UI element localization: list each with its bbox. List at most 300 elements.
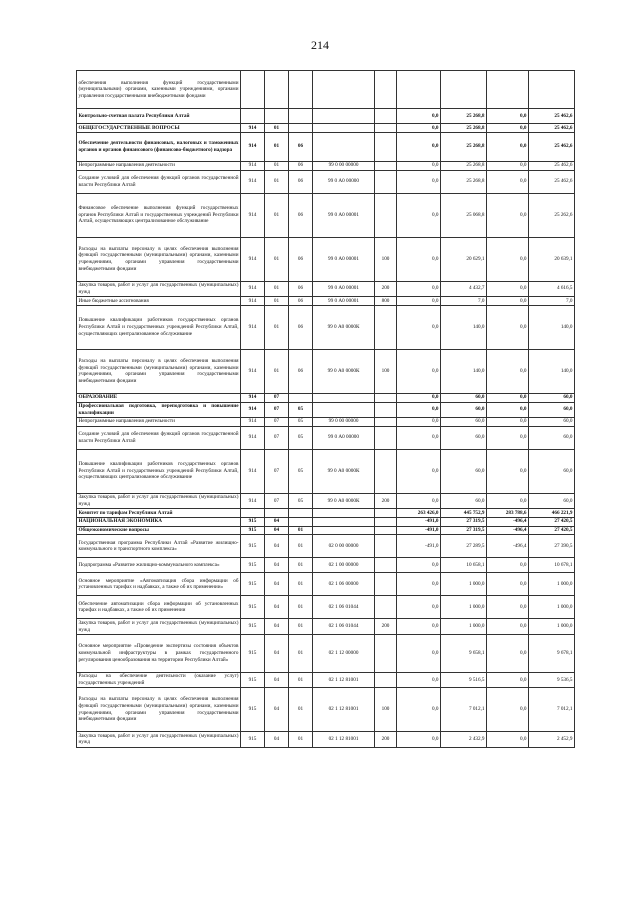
row-value-2: 1 000,0: [441, 596, 487, 619]
row-gr: [241, 71, 265, 109]
row-vr: 200: [375, 619, 397, 634]
row-gr: 915: [241, 619, 265, 634]
row-name: Закупка товаров, работ и услуг для государственных (муниципальных) нужд: [78, 494, 239, 507]
row-value-3: 0,0: [487, 193, 529, 237]
row-gr: 914: [241, 296, 265, 305]
row-value-3: 0,0: [487, 573, 529, 596]
row-value-4: 25 462,6: [529, 170, 575, 193]
row-csr: [313, 402, 375, 417]
row-rz: 01: [265, 305, 289, 349]
row-value-3: [487, 71, 529, 109]
row-vr: 800: [375, 296, 397, 305]
row-rz: 04: [265, 732, 289, 747]
row-rz: 01: [265, 161, 289, 170]
row-value-2: 4 432,7: [441, 281, 487, 296]
row-value-4: 25 462,6: [529, 132, 575, 161]
row-csr: [313, 124, 375, 133]
row-vr: [375, 558, 397, 573]
row-value-1: 0,0: [397, 170, 441, 193]
row-rz: 01: [265, 193, 289, 237]
row-value-2: 7 012,1: [441, 688, 487, 732]
row-name: Закупка товаров, работ и услуг для государственных (муниципальных) нужд: [78, 282, 239, 295]
row-csr: 02 1 06 00000: [313, 573, 375, 596]
row-vr: [375, 672, 397, 687]
row-pr: 05: [289, 426, 313, 449]
row-csr: 99 0 А0 00001: [313, 281, 375, 296]
row-value-3: 0,0: [487, 393, 529, 402]
row-gr: 914: [241, 417, 265, 426]
row-csr: 02 1 00 00000: [313, 558, 375, 573]
row-gr: [241, 509, 265, 518]
row-value-1: 0,0: [397, 732, 441, 747]
row-value-1: 0,0: [397, 161, 441, 170]
table-row: [77, 71, 575, 109]
row-rz: 04: [265, 634, 289, 672]
row-pr: 06: [289, 296, 313, 305]
row-value-3: 0,0: [487, 449, 529, 493]
row-value-4: 60,0: [529, 493, 575, 508]
row-value-2: 9 658,1: [441, 634, 487, 672]
table-row: [77, 672, 575, 687]
row-csr: [313, 393, 375, 402]
row-name: Контрольно-счетная палата Республики Алтай: [77, 109, 241, 124]
row-pr: 05: [289, 449, 313, 493]
row-csr: 99 0 А0 0000К: [313, 305, 375, 349]
page-number: 214: [311, 38, 329, 52]
row-value-4: 7 012,1: [529, 688, 575, 732]
row-value-4: 60,0: [529, 393, 575, 402]
row-value-1: 0,0: [397, 296, 441, 305]
row-vr: [375, 634, 397, 672]
row-value-3: 0,0: [487, 281, 529, 296]
table-row: [77, 305, 575, 349]
row-name: Комитет по тарифам Республики Алтай: [77, 509, 241, 518]
row-value-1: 0,0: [397, 426, 441, 449]
row-value-2: 60,0: [441, 449, 487, 493]
row-name: Иные бюджетные ассигнования: [77, 296, 241, 305]
row-csr: [313, 517, 375, 526]
row-csr: 99 0 А0 0000К: [313, 449, 375, 493]
row-rz: 04: [265, 619, 289, 634]
row-csr: 99 0 А0 00001: [313, 237, 375, 281]
row-value-3: 0,0: [487, 170, 529, 193]
row-vr: [375, 170, 397, 193]
row-gr: 915: [241, 688, 265, 732]
row-name: Непрограммные направления деятельности: [77, 161, 241, 170]
row-value-1: 0,0: [397, 672, 441, 687]
row-value-4: 60,0: [529, 449, 575, 493]
row-gr: 915: [241, 596, 265, 619]
row-value-1: 0,0: [397, 109, 441, 124]
row-value-4: 25 462,6: [529, 109, 575, 124]
row-vr: [375, 393, 397, 402]
row-value-3: 0,0: [487, 402, 529, 417]
row-pr: 01: [289, 526, 313, 535]
row-gr: 914: [241, 449, 265, 493]
row-vr: [375, 109, 397, 124]
row-value-1: 0,0: [397, 493, 441, 508]
row-value-3: 0,0: [487, 688, 529, 732]
table-row: [77, 124, 575, 133]
row-vr: [375, 449, 397, 493]
row-rz: 04: [265, 596, 289, 619]
row-value-2: 25 268,8: [441, 124, 487, 133]
row-value-3: 283 788,6: [487, 509, 529, 518]
table-row: [77, 402, 575, 417]
row-gr: 914: [241, 393, 265, 402]
row-value-3: 0,0: [487, 124, 529, 133]
row-value-2: 10 658,1: [441, 558, 487, 573]
row-value-3: 0,0: [487, 161, 529, 170]
row-name: ОБЩЕГОСУДАРСТВЕННЫЕ ВОПРОСЫ: [77, 124, 241, 133]
row-vr: [375, 161, 397, 170]
row-vr: 100: [375, 237, 397, 281]
row-gr: 914: [241, 132, 265, 161]
row-rz: [265, 109, 289, 124]
row-name: Подпрограмма «Развитие жилищно-коммунального комплекса»: [77, 558, 241, 573]
row-value-1: 0,0: [397, 349, 441, 393]
row-value-1: [397, 71, 441, 109]
table-row: [77, 193, 575, 237]
row-value-4: 7,0: [529, 296, 575, 305]
row-value-1: 0,0: [397, 393, 441, 402]
table-row: [77, 426, 575, 449]
row-value-3: 0,0: [487, 672, 529, 687]
row-value-3: 0,0: [487, 132, 529, 161]
row-value-2: 9 516,5: [441, 672, 487, 687]
row-pr: 01: [289, 732, 313, 747]
row-value-3: 0,0: [487, 732, 529, 747]
row-vr: [375, 124, 397, 133]
row-vr: 200: [375, 493, 397, 508]
row-value-3: 0,0: [487, 558, 529, 573]
row-csr: 99 0 А0 00000: [313, 426, 375, 449]
row-gr: 915: [241, 558, 265, 573]
row-name: Обеспечение деятельности финансовых, налоговых и таможенных органов и органов финансового (финансово-бюджетного) надзора: [77, 132, 241, 161]
row-value-3: 0,0: [487, 237, 529, 281]
row-value-2: 25 068,8: [441, 193, 487, 237]
table-row: [77, 558, 575, 573]
row-name: Финансовое обеспечение выполнения функций государственных органов Республики Алтай и государственных учреждений Республики Алтай, осуществляющих централизованное обслуживание: [77, 193, 241, 237]
row-csr: 99 0 А0 0000К: [313, 493, 375, 508]
row-value-3: 0,0: [487, 296, 529, 305]
table-row: [77, 349, 575, 393]
row-vr: 100: [375, 349, 397, 393]
row-csr: 99 0 А0 00001: [313, 193, 375, 237]
row-pr: 01: [289, 558, 313, 573]
row-pr: 05: [289, 493, 313, 508]
row-pr: 01: [289, 596, 313, 619]
row-csr: [313, 509, 375, 518]
row-rz: [265, 71, 289, 109]
row-value-4: 466 221,9: [529, 509, 575, 518]
row-value-2: 60,0: [441, 402, 487, 417]
row-value-3: 0,0: [487, 109, 529, 124]
row-csr: 02 1 12 81001: [313, 672, 375, 687]
row-vr: [375, 517, 397, 526]
row-name: НАЦИОНАЛЬНАЯ ЭКОНОМИКА: [77, 517, 241, 526]
row-value-4: [529, 71, 575, 109]
row-pr: [289, 509, 313, 518]
row-rz: 07: [265, 402, 289, 417]
row-value-4: 1 000,0: [529, 619, 575, 634]
row-vr: [375, 417, 397, 426]
row-name: Расходы на выплаты персоналу в целях обеспечения выполнения функций государственными (муниципальными) органами, казенными учреждениями, органами управления государственными внебюджетными фондами: [77, 688, 241, 732]
row-value-2: 140,0: [441, 349, 487, 393]
row-gr: 914: [241, 161, 265, 170]
row-csr: 99 0 А0 0000К: [313, 349, 375, 393]
row-value-2: 60,0: [441, 393, 487, 402]
row-value-2: 1 000,0: [441, 573, 487, 596]
row-vr: [375, 596, 397, 619]
row-value-4: 140,0: [529, 349, 575, 393]
row-value-2: 27 319,5: [441, 517, 487, 526]
row-value-3: 0,0: [487, 305, 529, 349]
row-value-4: 20 639,1: [529, 237, 575, 281]
row-gr: 915: [241, 526, 265, 535]
row-rz: 04: [265, 558, 289, 573]
row-name: Повышение квалификации работников государственных органов Республики Алтай и государственных учреждений Республики Алтай, осуществляющих централизованное обслуживание: [77, 305, 241, 349]
row-vr: [375, 426, 397, 449]
row-value-4: 9 536,5: [529, 672, 575, 687]
row-csr: 99 0 А0 00000: [313, 170, 375, 193]
row-value-3: -496,4: [487, 526, 529, 535]
row-value-4: 25 262,6: [529, 193, 575, 237]
row-value-2: 27 289,5: [441, 535, 487, 558]
row-pr: [289, 517, 313, 526]
row-pr: 05: [289, 417, 313, 426]
row-vr: [375, 509, 397, 518]
row-value-1: 0,0: [397, 558, 441, 573]
row-csr: [313, 132, 375, 161]
row-pr: 06: [289, 305, 313, 349]
row-value-4: 27 420,5: [529, 517, 575, 526]
row-pr: [289, 109, 313, 124]
row-pr: 01: [289, 535, 313, 558]
row-csr: [313, 109, 375, 124]
row-value-2: 60,0: [441, 426, 487, 449]
row-value-1: 0,0: [397, 305, 441, 349]
row-pr: 06: [289, 237, 313, 281]
row-csr: 99 0 А0 00001: [313, 296, 375, 305]
row-value-1: 0,0: [397, 417, 441, 426]
row-gr: 915: [241, 535, 265, 558]
row-value-3: 0,0: [487, 634, 529, 672]
row-csr: 99 0 00 00000: [313, 417, 375, 426]
row-gr: 915: [241, 732, 265, 747]
row-rz: 04: [265, 526, 289, 535]
row-name: Непрограммные направления деятельности: [77, 417, 241, 426]
row-gr: 914: [241, 349, 265, 393]
row-pr: [289, 393, 313, 402]
row-gr: 914: [241, 402, 265, 417]
row-pr: 01: [289, 688, 313, 732]
row-rz: 04: [265, 573, 289, 596]
row-csr: [313, 71, 375, 109]
row-value-4: 1 000,0: [529, 596, 575, 619]
row-rz: 07: [265, 393, 289, 402]
table-row: [77, 296, 575, 305]
row-rz: 04: [265, 517, 289, 526]
row-value-2: 27 319,5: [441, 526, 487, 535]
row-gr: 914: [241, 124, 265, 133]
row-gr: 914: [241, 170, 265, 193]
row-value-1: 0,0: [397, 132, 441, 161]
row-pr: 06: [289, 281, 313, 296]
row-pr: 01: [289, 619, 313, 634]
row-value-2: 25 268,8: [441, 170, 487, 193]
row-value-4: 60,0: [529, 417, 575, 426]
row-name: Расходы на обеспечение деятельности (оказание услуг) государственных учреждений: [78, 673, 239, 686]
row-name: Расходы на выплаты персоналу в целях обеспечения выполнения функций государственными (муниципальными) органами, казенными учреждениями, органами управления государственными внебюджетными фондами: [77, 349, 241, 393]
row-rz: 01: [265, 132, 289, 161]
row-value-1: -491,0: [397, 535, 441, 558]
row-value-2: 25 268,8: [441, 109, 487, 124]
row-pr: 01: [289, 634, 313, 672]
row-rz: 07: [265, 449, 289, 493]
row-vr: [375, 305, 397, 349]
row-gr: 915: [241, 634, 265, 672]
row-value-2: 25 268,8: [441, 161, 487, 170]
row-value-3: 0,0: [487, 417, 529, 426]
row-rz: 04: [265, 688, 289, 732]
row-pr: 06: [289, 161, 313, 170]
table-row: [77, 132, 575, 161]
row-pr: 01: [289, 573, 313, 596]
row-rz: 01: [265, 349, 289, 393]
row-pr: 06: [289, 132, 313, 161]
table-row: [77, 281, 575, 296]
row-value-1: 0,0: [397, 281, 441, 296]
table-row: [77, 619, 575, 634]
table-row: [77, 526, 575, 535]
row-pr: [289, 71, 313, 109]
row-value-2: 7,0: [441, 296, 487, 305]
row-rz: 07: [265, 417, 289, 426]
row-gr: 914: [241, 305, 265, 349]
row-vr: 100: [375, 688, 397, 732]
row-name: Создание условий для обеспечения функций органов государственной власти Республики Алтай: [77, 426, 241, 449]
row-vr: [375, 132, 397, 161]
row-value-1: 0,0: [397, 237, 441, 281]
row-value-2: 140,0: [441, 305, 487, 349]
row-value-4: 1 000,0: [529, 573, 575, 596]
row-csr: 02 0 00 00000: [313, 535, 375, 558]
row-value-4: 4 616,5: [529, 281, 575, 296]
row-csr: 02 1 06 01044: [313, 596, 375, 619]
row-csr: 02 1 12 81001: [313, 688, 375, 732]
row-vr: [375, 526, 397, 535]
row-value-4: 25 462,6: [529, 124, 575, 133]
row-csr: 02 1 06 01044: [313, 619, 375, 634]
row-vr: [375, 71, 397, 109]
row-pr: 01: [289, 672, 313, 687]
row-value-2: 25 268,8: [441, 132, 487, 161]
row-gr: 914: [241, 193, 265, 237]
row-rz: 07: [265, 493, 289, 508]
row-value-2: 1 000,0: [441, 619, 487, 634]
row-name: Повышение квалификации работников государственных органов Республики Алтай и государственных учреждений Республики Алтай, осуществляющих централизованное обслуживание: [77, 449, 241, 493]
row-pr: 06: [289, 170, 313, 193]
row-gr: [241, 109, 265, 124]
row-csr: 02 1 12 00000: [313, 634, 375, 672]
row-rz: 04: [265, 672, 289, 687]
table-row: [77, 732, 575, 747]
row-csr: 02 1 12 81001: [313, 732, 375, 747]
budget-table: [76, 70, 575, 748]
row-rz: 01: [265, 124, 289, 133]
row-value-2: 60,0: [441, 417, 487, 426]
row-value-1: -491,0: [397, 526, 441, 535]
row-value-1: 0,0: [397, 402, 441, 417]
row-value-3: 0,0: [487, 619, 529, 634]
row-name: Основное мероприятие «Проведение экспертизы состояния объектов коммунальной инфраструктуры в рамках государственного регулирования ценообразования на территории Республики Алтай»: [77, 634, 241, 672]
row-value-1: 0,0: [397, 193, 441, 237]
row-gr: 914: [241, 281, 265, 296]
table-row: [77, 509, 575, 518]
row-value-1: 0,0: [397, 573, 441, 596]
row-value-4: 27 390,5: [529, 535, 575, 558]
row-value-2: 2 432,9: [441, 732, 487, 747]
row-rz: 01: [265, 281, 289, 296]
row-value-3: 0,0: [487, 426, 529, 449]
row-value-1: 263 426,0: [397, 509, 441, 518]
row-value-3: -496,4: [487, 535, 529, 558]
table-row: [77, 493, 575, 508]
table-row: [77, 109, 575, 124]
row-value-3: 0,0: [487, 349, 529, 393]
row-rz: 07: [265, 426, 289, 449]
table-row: [77, 237, 575, 281]
row-name: обеспечения выполнения функций государственными (муниципальными) органами, казенными учреждениями, органами управления государственными внебюджетными фондами: [77, 71, 241, 109]
row-value-2: 60,0: [441, 493, 487, 508]
row-value-1: 0,0: [397, 596, 441, 619]
row-gr: 914: [241, 493, 265, 508]
row-value-3: 0,0: [487, 493, 529, 508]
row-rz: 01: [265, 170, 289, 193]
table-row: [77, 393, 575, 402]
row-value-4: 10 678,1: [529, 558, 575, 573]
row-name: ОБРАЗОВАНИЕ: [77, 393, 241, 402]
row-pr: [289, 124, 313, 133]
table-row: [77, 517, 575, 526]
table-row: [77, 161, 575, 170]
row-name: Обеспечение автоматизации сбора информации об установленных тарифах и надбавках, а также об их применении: [77, 596, 241, 619]
row-csr: 99 0 00 00000: [313, 161, 375, 170]
row-value-1: -491,0: [397, 517, 441, 526]
row-name: Основное мероприятие «Автоматизация сбора информации об установленных тарифах и надбавках, а также об их применении»: [77, 573, 241, 596]
row-vr: [375, 573, 397, 596]
row-value-4: 2 452,9: [529, 732, 575, 747]
row-value-4: 9 678,1: [529, 634, 575, 672]
row-name: Государственная программа Республики Алтай «Развитие жилищно-коммунального и транспортного комплекса»: [77, 535, 241, 558]
row-value-4: 25 462,6: [529, 161, 575, 170]
row-value-1: 0,0: [397, 449, 441, 493]
row-pr: 05: [289, 402, 313, 417]
row-value-3: 0,0: [487, 596, 529, 619]
row-gr: 914: [241, 426, 265, 449]
row-pr: 06: [289, 349, 313, 393]
table-row: [77, 634, 575, 672]
row-value-1: 0,0: [397, 634, 441, 672]
table-row: [77, 573, 575, 596]
row-value-4: 60,0: [529, 426, 575, 449]
row-name: Закупка товаров, работ и услуг для государственных (муниципальных) нужд: [78, 619, 239, 633]
table-row: [77, 596, 575, 619]
row-value-2: [441, 71, 487, 109]
row-gr: 915: [241, 517, 265, 526]
table-row: [77, 417, 575, 426]
